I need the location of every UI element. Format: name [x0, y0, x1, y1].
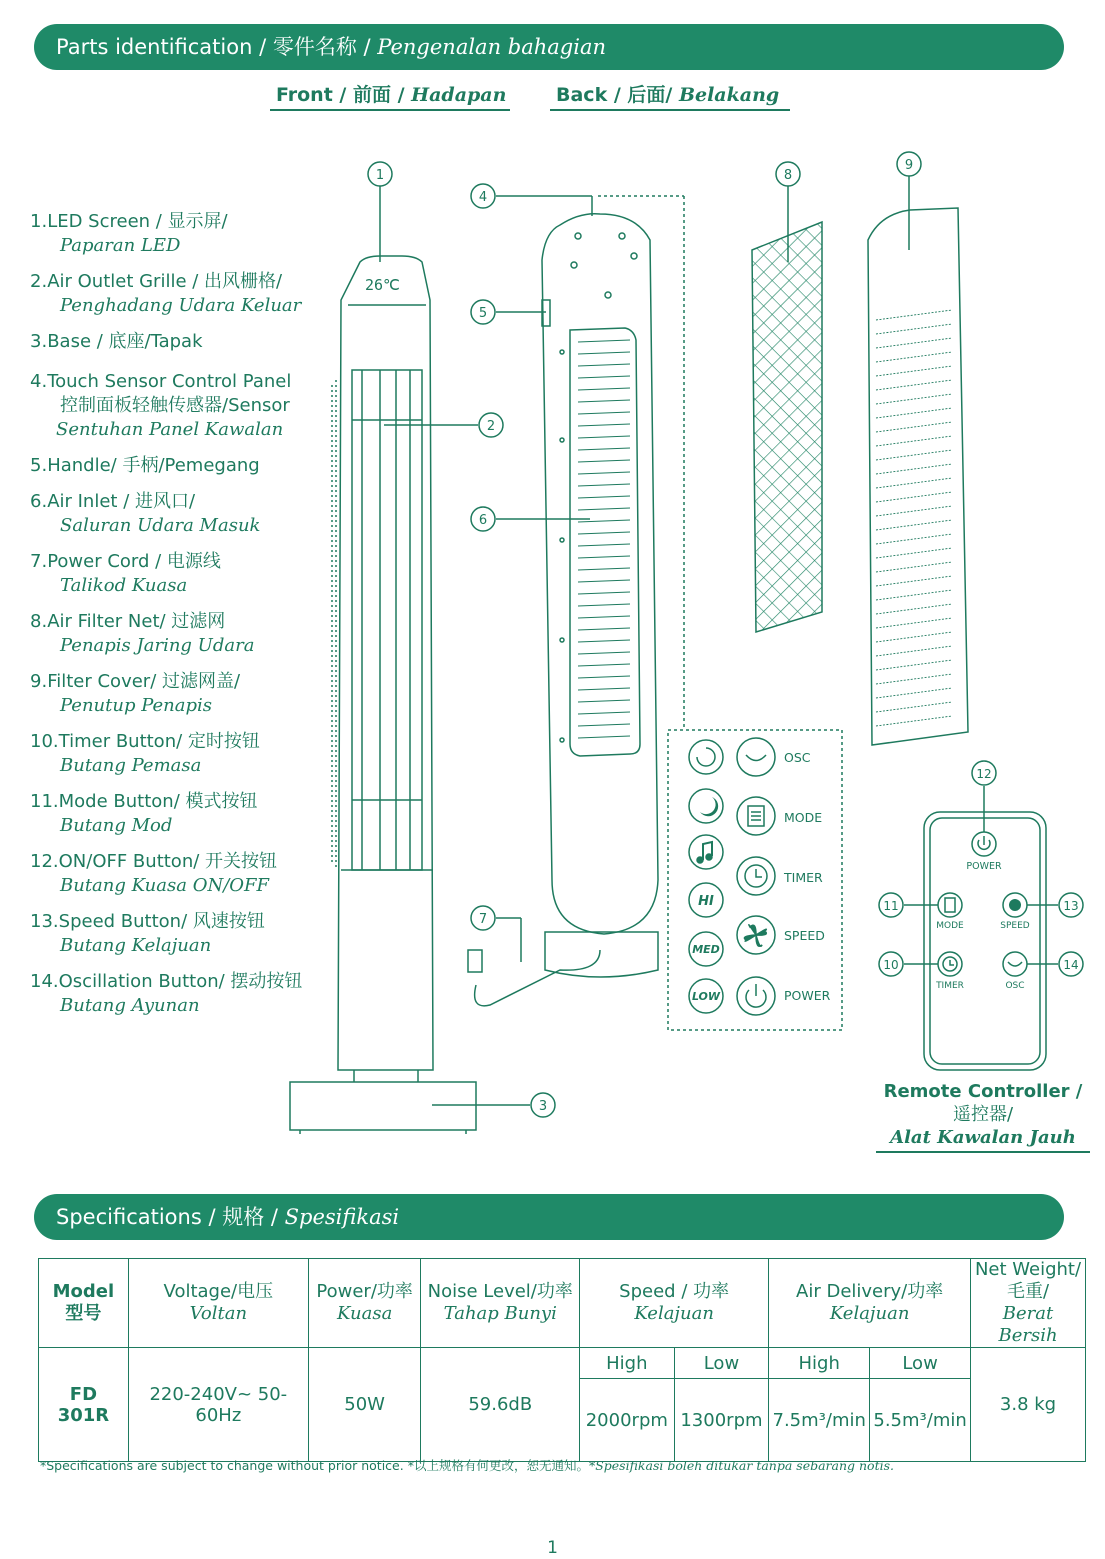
part-name-ms: Saluran Udara Masuk: [60, 515, 261, 536]
banner-title-ms: Pengenalan bahagian: [377, 35, 606, 59]
callout-label: 14: [1063, 958, 1079, 972]
header-power-en: Power/功率: [316, 1281, 413, 1302]
banner-title-en: Parts identification /: [56, 35, 273, 59]
part-name: Air Inlet / 进风口/: [47, 491, 196, 512]
part-name: ON/OFF Button/ 开关按钮: [58, 851, 278, 872]
callout-label: 3: [538, 1099, 548, 1114]
specs-title-en: Specifications /: [56, 1205, 223, 1229]
header-voltage: [128, 1259, 308, 1348]
subheader-air-low: Low: [870, 1348, 971, 1379]
header-model-en: Model: [52, 1281, 115, 1302]
back-en: Back /: [556, 84, 628, 106]
callout-label: 1: [375, 168, 385, 183]
cell-speed-low: 1300rpm: [674, 1379, 769, 1462]
cell-noise: 59.6dB: [421, 1348, 580, 1462]
callout-label: 10: [883, 958, 899, 972]
panel-osc-label: OSC: [784, 750, 811, 765]
header-weight-en: Net Weight/: [974, 1259, 1082, 1280]
part-number: 3.: [30, 331, 48, 352]
part-name: Filter Cover/ 过滤网盖/: [47, 671, 241, 692]
remote-mode-label: MODE: [936, 921, 964, 931]
header-air-en: Air Delivery/功率: [796, 1281, 944, 1302]
part-number: 5.: [30, 455, 48, 476]
header-weight: [971, 1259, 1086, 1348]
cell-model: FD 301R: [39, 1348, 129, 1462]
part-name-ms: Penghadang Udara Keluar: [60, 295, 302, 316]
header-speed-ms: Kelajuan: [634, 1303, 714, 1324]
cell-power: 50W: [308, 1348, 421, 1462]
header-speed-en: Speed / 功率: [619, 1281, 730, 1302]
remote-controller: [924, 812, 1046, 1070]
part-number: 13.: [30, 911, 59, 932]
specifications-table: [38, 1258, 1086, 1462]
remote-power-label: POWER: [966, 861, 1002, 872]
header-power-ms: Kuasa: [336, 1303, 393, 1324]
callout-label: 4: [478, 190, 488, 205]
part-name: LED Screen / 显示屏/: [47, 211, 228, 232]
remote-speed-label: SPEED: [1000, 921, 1030, 931]
header-noise-ms: Tahap Bunyi: [443, 1303, 557, 1324]
part-name-ms: Butang Pemasa: [60, 755, 202, 776]
callout-label: 2: [486, 419, 496, 434]
callout-label: 7: [478, 912, 488, 927]
part-name-ms: Butang Kuasa ON/OFF: [60, 875, 269, 896]
part-name: Power Cord / 电源线: [47, 551, 221, 572]
part-number: 12.: [30, 851, 59, 872]
panel-low-label: LOW: [691, 990, 721, 1003]
panel-mode-label: MODE: [784, 810, 823, 825]
panel-timer-label: TIMER: [784, 870, 823, 885]
part-number: 10.: [30, 731, 59, 752]
part-name: Base / 底座/Tapak: [47, 331, 203, 352]
remote-title-en: Remote Controller /: [883, 1081, 1083, 1102]
part-name: Handle/ 手柄/Pemegang: [47, 455, 260, 476]
part-name-ms: Butang Mod: [60, 815, 173, 836]
part-name-ms: Sentuhan Panel Kawalan: [56, 419, 284, 440]
header-model-zh: 型号: [65, 1303, 102, 1324]
callout-label: 11: [883, 899, 899, 913]
part-name: Timer Button/ 定时按钮: [58, 731, 260, 752]
specifications-banner: [34, 1194, 1064, 1240]
back-zh: 后面/: [627, 84, 679, 106]
cell-speed-high: 2000rpm: [580, 1379, 675, 1462]
panel-med-label: MED: [692, 943, 720, 956]
remote-controller-caption: [876, 1080, 1090, 1153]
header-weight-zh: 毛重/: [1006, 1281, 1050, 1302]
page-number: 1: [547, 1538, 558, 1558]
part-name-ms: Paparan LED: [60, 235, 181, 256]
callout-label: 8: [783, 168, 793, 183]
part-name-ms: Talikod Kuasa: [60, 575, 188, 596]
front-en: Front /: [276, 84, 353, 106]
subheader-air-high: High: [769, 1348, 870, 1379]
part-name-ms: Butang Ayunan: [60, 995, 200, 1016]
banner-title-zh: 零件名称 /: [272, 35, 378, 59]
header-air-delivery: [769, 1259, 971, 1348]
subheader-speed-high: High: [580, 1348, 675, 1379]
part-number: 11.: [30, 791, 59, 812]
header-model: [39, 1259, 129, 1348]
part-name-ms: Penutup Penapis: [60, 695, 213, 716]
part-number: 8.: [30, 611, 48, 632]
cell-air-high: 7.5m³/min: [769, 1379, 870, 1462]
part-name: Speed Button/ 风速按钮: [58, 911, 265, 932]
front-ms: Hadapan: [411, 84, 507, 106]
callout-label: 9: [904, 158, 914, 173]
front-tower: [290, 256, 476, 1134]
led-display: 26℃: [365, 276, 400, 294]
remote-title-zh: 遥控器/: [952, 1104, 1014, 1125]
part-name: Air Filter Net/ 过滤网: [47, 611, 226, 632]
callout-label: 12: [976, 767, 992, 781]
remote-osc-label: OSC: [1005, 981, 1025, 991]
part-number: 2.: [30, 271, 48, 292]
part-number: 14.: [30, 971, 59, 992]
footnote-ms: *Spesifikasi boleh ditukar tanpa sebarang notis.: [588, 1458, 894, 1473]
specs-title-ms: Spesifikasi: [284, 1205, 400, 1229]
part-name: Mode Button/ 模式按钮: [58, 791, 258, 812]
header-noise-en: Noise Level/功率: [427, 1281, 573, 1302]
subheader-speed-low: Low: [674, 1348, 769, 1379]
part-name-ms: Butang Kelajuan: [60, 935, 212, 956]
header-power: [308, 1259, 421, 1348]
header-weight-ms: Berat Bersih: [998, 1303, 1058, 1346]
part-name: Touch Sensor Control Panel: [47, 371, 292, 392]
header-air-ms: Kelajuan: [829, 1303, 910, 1324]
part-number: 7.: [30, 551, 48, 572]
specs-title-zh: 规格 /: [222, 1205, 285, 1229]
front-zh: 前面 /: [352, 84, 412, 106]
part-number: 1.: [30, 211, 48, 232]
callout-label: 6: [478, 513, 488, 528]
footnote-en: *Specifications are subject to change without prior notice.: [40, 1458, 408, 1473]
panel-power-label: POWER: [784, 988, 831, 1003]
header-speed: [580, 1259, 769, 1348]
remote-title-ms: Alat Kawalan Jauh: [876, 1126, 1090, 1153]
cell-voltage: 220-240V~ 50-60Hz: [128, 1348, 308, 1462]
cell-air-low: 5.5m³/min: [870, 1379, 971, 1462]
remote-timer-label: TIMER: [936, 981, 964, 991]
panel-hi-label: HI: [698, 894, 714, 909]
header-voltage-ms: Voltan: [189, 1303, 248, 1324]
part-name-ms: Penapis Jaring Udara: [60, 635, 255, 656]
callout-label: 13: [1063, 899, 1079, 913]
header-voltage-en: Voltage/电压: [163, 1281, 274, 1302]
back-tower: [468, 214, 658, 1006]
part-name: Oscillation Button/ 摆动按钮: [58, 971, 303, 992]
cell-weight: 3.8 kg: [971, 1348, 1086, 1462]
callout-label: 5: [478, 306, 488, 321]
panel-buttons: [689, 738, 775, 1015]
footnote-zh: *以上规格有何更改，恕无通知。: [407, 1458, 589, 1473]
panel-speed-label: SPEED: [784, 928, 825, 943]
header-noise: [421, 1259, 580, 1348]
specs-footnote: [40, 1456, 894, 1474]
part-number: 9.: [30, 671, 48, 692]
part-name-zh: 控制面板轻触传感器/Sensor: [60, 395, 290, 416]
part-number: 4.: [30, 371, 48, 392]
back-ms: Belakang: [678, 84, 780, 106]
air-filter-net: [752, 222, 822, 632]
part-number: 6.: [30, 491, 48, 512]
part-name: Air Outlet Grille / 出风栅格/: [47, 271, 283, 292]
